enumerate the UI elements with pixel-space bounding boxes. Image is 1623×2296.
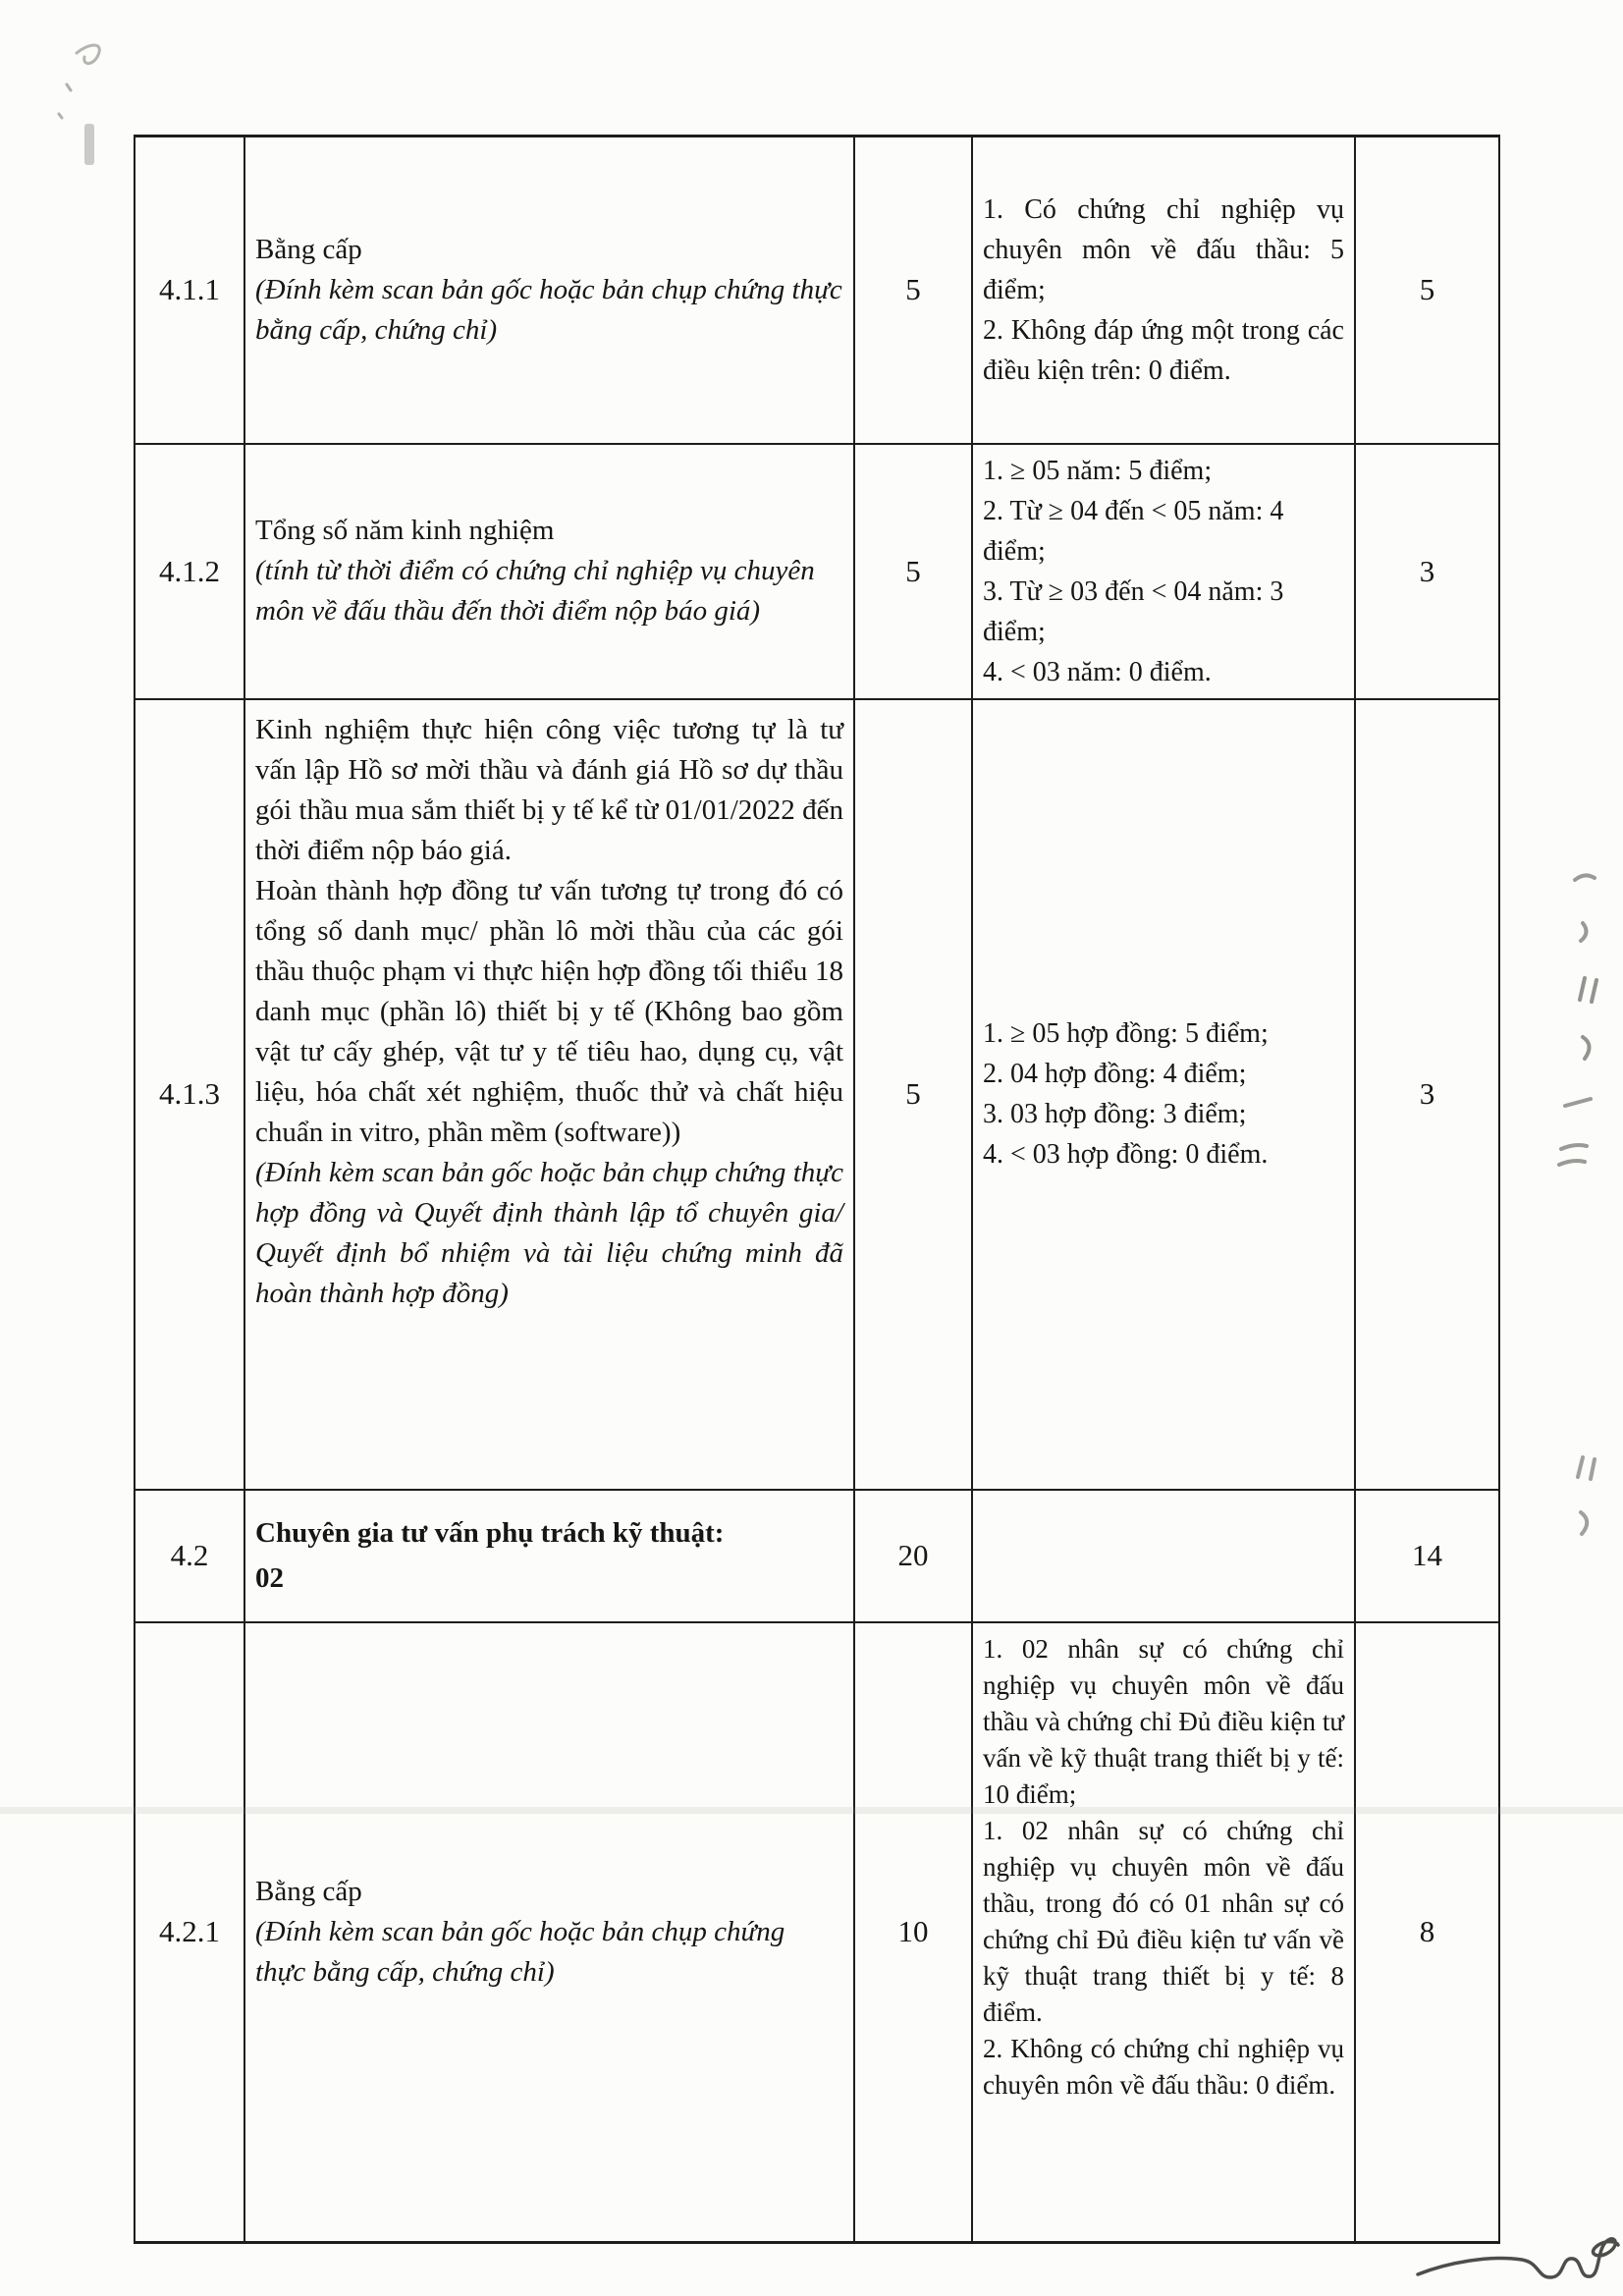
description-cell xyxy=(244,1490,854,1622)
scoring-criteria-cell xyxy=(972,1622,1355,2243)
row-id: 4.2 xyxy=(170,1538,209,1572)
awarded-score-cell xyxy=(1355,699,1499,1490)
ink-bleed-marks-icon xyxy=(1540,872,1618,1559)
description-cell xyxy=(244,137,854,444)
awarded-score-cell xyxy=(1355,1490,1499,1622)
awarded-score: 14 xyxy=(1412,1538,1442,1572)
table-row xyxy=(135,1622,1499,2243)
criteria-item: 1. 02 nhân sự có chứng chỉ nghiệp vụ chuyên môn về đấu thầu và chứng chỉ Đủ điều kiện tư vấn về kỹ thuật trang thiết bị y tế: 10 điểm; xyxy=(983,1633,1344,1809)
awarded-score-cell xyxy=(1355,137,1499,444)
criterion-note: (tính từ thời điểm có chứng chỉ nghiệp vụ chuyên môn về đấu thầu đến thời điểm nộp báo giá) xyxy=(255,555,815,627)
criteria-item: 4. < 03 năm: 0 điểm. xyxy=(983,656,1212,687)
awarded-score: 3 xyxy=(1419,1076,1435,1111)
max-score-cell xyxy=(854,444,972,699)
max-score: 5 xyxy=(905,1076,921,1111)
awarded-score-cell xyxy=(1355,444,1499,699)
awarded-score: 3 xyxy=(1419,553,1435,588)
scoring-criteria-cell xyxy=(972,1490,1355,1622)
row-id-cell xyxy=(135,1490,244,1622)
row-id-cell xyxy=(135,699,244,1490)
table-row xyxy=(135,137,1499,444)
criterion-title: Tổng số năm kinh nghiệm xyxy=(255,515,555,546)
pencil-scribble-icon xyxy=(39,27,147,136)
criteria-item: 2. Không đáp ứng một trong các điều kiện trên: 0 điểm. xyxy=(983,314,1344,386)
criteria-item: 4. < 03 hợp đồng: 0 điểm. xyxy=(983,1139,1269,1170)
criterion-title: Bằng cấp xyxy=(255,1875,362,1907)
max-score: 10 xyxy=(897,1914,929,1949)
table-row xyxy=(135,699,1499,1490)
criteria-item: 1. 02 nhân sự có chứng chỉ nghiệp vụ chuyên môn về đấu thầu, trong đó có 01 nhân sự có chứng chỉ Đủ điều kiện tư vấn về kỹ thuật trang thiết bị y tế: 8 điểm. xyxy=(983,1815,1344,2027)
criterion-title: Chuyên gia tư vấn phụ trách kỹ thuật: 02 xyxy=(255,1517,725,1594)
description-cell xyxy=(244,1622,854,2243)
row-id: 4.1.3 xyxy=(159,1076,220,1111)
signature-mark xyxy=(1414,2227,1620,2296)
max-score: 5 xyxy=(905,272,921,307)
max-score: 5 xyxy=(905,553,921,588)
awarded-score: 8 xyxy=(1419,1914,1435,1949)
row-id: 4.1.2 xyxy=(159,553,220,588)
criteria-item: 3. Từ ≥ 03 đến < 04 năm: 3 điểm; xyxy=(983,575,1284,647)
row-id-cell xyxy=(135,1622,244,2243)
max-score-cell xyxy=(854,1490,972,1622)
criteria-item: 2. Từ ≥ 04 đến < 05 năm: 4 điểm; xyxy=(983,495,1284,567)
description-cell xyxy=(244,699,854,1490)
row-id: 4.2.1 xyxy=(159,1914,220,1949)
criterion-note: (Đính kèm scan bản gốc hoặc bản chụp chứng thực hợp đồng và Quyết định thành lập tổ chuyên gia/ Quyết định bổ nhiệm và tài liệu chứng minh đã hoàn thành hợp đồng) xyxy=(255,1156,843,1309)
max-score-cell xyxy=(854,137,972,444)
criteria-item: 2. 04 hợp đồng: 4 điểm; xyxy=(983,1059,1247,1089)
criteria-item: 1. ≥ 05 hợp đồng: 5 điểm; xyxy=(983,1018,1269,1049)
row-id: 4.1.1 xyxy=(159,272,220,307)
scan-streak-artifact xyxy=(0,1807,1623,1814)
evaluation-table xyxy=(134,135,1500,2244)
max-score-cell xyxy=(854,699,972,1490)
criteria-item: 1. ≥ 05 năm: 5 điểm; xyxy=(983,455,1213,486)
scoring-criteria-cell xyxy=(972,137,1355,444)
criteria-item: 3. 03 hợp đồng: 3 điểm; xyxy=(983,1099,1247,1129)
row-id-cell xyxy=(135,444,244,699)
criterion-note: (Đính kèm scan bản gốc hoặc bản chụp chứng thực bằng cấp, chứng chỉ) xyxy=(255,273,842,346)
criterion-paragraph: Hoàn thành hợp đồng tư vấn tương tự trong đó có tổng số danh mục/ phần lô mời thầu của các gói thầu thuộc phạm vi thực hiện hợp đồng tối thiểu 18 danh mục (phần lô) thiết bị y tế (Không bao gồm vật tư cấy ghép, vật tư y tế tiêu hao, dụng cụ, vật liệu, hóa chất xét nghiệm, thuốc thử và chất hiệu chuẩn in vitro, phần mềm (software)) xyxy=(255,874,843,1148)
criterion-text-block xyxy=(255,1872,805,1993)
row-id-cell xyxy=(135,137,244,444)
criterion-paragraph: Kinh nghiệm thực hiện công việc tương tự là tư vấn lập Hồ sơ mời thầu và đánh giá Hồ sơ dự thầu gói thầu mua sắm thiết bị y tế kể từ 01/01/2022 đến thời điểm nộp báo giá. xyxy=(255,713,843,866)
description-cell xyxy=(244,444,854,699)
table-row xyxy=(135,444,1499,699)
criteria-item: 1. Có chứng chỉ nghiệp vụ chuyên môn về đấu thầu: 5 điểm; xyxy=(983,193,1344,305)
awarded-score: 5 xyxy=(1419,272,1435,307)
criterion-note: (Đính kèm scan bản gốc hoặc bản chụp chứng thực bằng cấp, chứng chỉ) xyxy=(255,1915,785,1988)
max-score-cell xyxy=(854,1622,972,2243)
criteria-item: 2. Không có chứng chỉ nghiệp vụ chuyên môn về đấu thầu: 0 điểm. xyxy=(983,2033,1344,2100)
table-row xyxy=(135,1490,1499,1622)
scoring-criteria-cell xyxy=(972,699,1355,1490)
scoring-criteria-cell xyxy=(972,444,1355,699)
criterion-title: Bằng cấp xyxy=(255,233,362,265)
awarded-score-cell xyxy=(1355,1622,1499,2243)
max-score: 20 xyxy=(897,1538,929,1572)
